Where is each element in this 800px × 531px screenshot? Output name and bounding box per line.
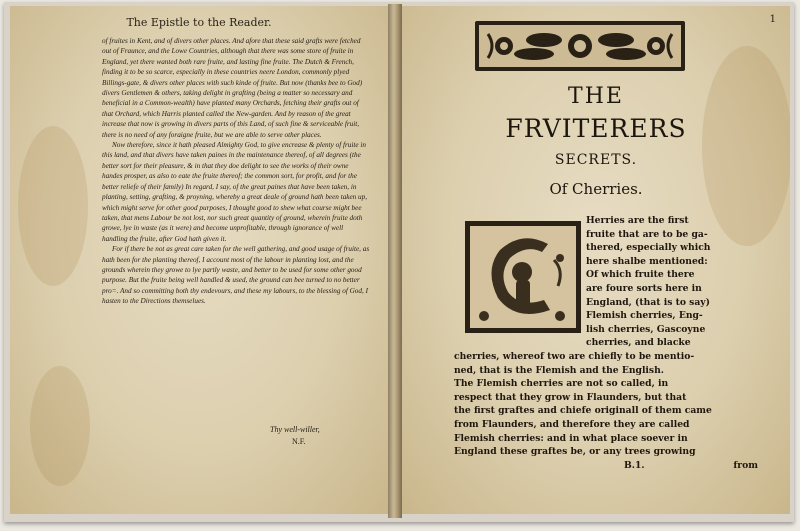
text-line: England, (that is to say)	[586, 296, 710, 308]
text-line: cherries, whereof two are chiefly to be mentio-	[454, 350, 695, 362]
right-page	[402, 6, 790, 514]
title-the: THE	[568, 84, 624, 109]
text-line: fruite that are to be ga-	[586, 228, 708, 240]
text-line: lish cherries, Gascoyne	[586, 323, 706, 335]
text-line: are foure sorts here in	[586, 282, 702, 294]
title-secrets: SECRETS.	[554, 152, 638, 168]
book-gutter	[388, 4, 402, 518]
paper-stain	[18, 126, 88, 286]
text-line: cherries, and blacke	[586, 337, 691, 349]
text-line: The Flemish cherries are not so called, in	[454, 378, 669, 390]
author-initials: N.F.	[292, 437, 306, 446]
page-number: 1	[769, 14, 776, 25]
text-line: respect that they grow in Flaunders, but that	[454, 391, 687, 403]
book-title: FRVITERERS	[505, 114, 687, 143]
text-line: Flemish cherries: and in what place soever in	[454, 432, 688, 444]
catchword: from	[733, 459, 758, 471]
left-page	[10, 6, 388, 514]
signoff-line: Thy well-willer,	[270, 425, 320, 434]
epistle-text	[102, 36, 370, 307]
text-line: from Flaunders, and therefore they are called	[454, 418, 690, 430]
running-head: The Epistle to the Reader.	[126, 16, 272, 29]
signature-mark: B.1.	[624, 459, 645, 471]
epistle-paragraph: For if there be not as great care taken for the well gathering, and good usage of fruite, as hath been for the planting thereof, I account most of the labour in planting lost, and the grounds wherein they growe to lye partly waste, and better to be used for some other good purpose. But the fruite being well handled & used, the ground can bee turned to no better pro=. And so committing both thy endevours, and these my labours, to the blessing of God, I hasten to the Directions themselues.	[102, 245, 370, 306]
text-line: the first graftes and chiefe originall of them came	[454, 405, 712, 417]
text-line: ned, that is the Flemish and the English.	[454, 364, 664, 376]
paper-stain	[30, 366, 90, 486]
text-line: England these graftes be, or any trees growing	[454, 446, 696, 458]
epistle-paragraph: of fruites in Kent, and of divers other places. And afore that these said grafts were fetched out of Fraunce, and the Lowe Countries, although that there was some store of fruite in England, yet there wanted both rare fruite, and lasting fine fruite. The Dutch & French, finding it to be so scarce, especially in these countries neere London, commonly plyed Billings-gate, & divers other places with such kinde of fruite. But now (thanks bee to God) divers Gentlemen & others, taking delight in grafting (being a matter so necessary and beneficial in a Common-wealth) have planted many Orchards, fetching their grafts out of that Orchard, which Harris planted called the New-garden. And by reason of the great increase that now is growing in divers parts of this Land, of such fine & serviceable fruit, there is no need of any foraigne fruite, but we are able to serve other places.	[102, 37, 363, 139]
text-line: Herries are the first	[586, 215, 689, 226]
text-line: Flemish cherries, Eng-	[586, 310, 703, 322]
cherries-text	[454, 214, 758, 472]
signoff	[270, 424, 320, 448]
text-line: Of which fruite there	[586, 269, 695, 281]
text-line: here shalbe mentioned:	[586, 255, 708, 267]
ornament-headpiece-icon	[474, 20, 686, 72]
epistle-paragraph: Now therefore, since it hath pleased Almighty God, to give encrease & plenty of fruite in this land, and that divers have taken paines in the maintenance thereof, of all degrees (the better sort for their pleasure, & in that they doe delight to see the works of their owne handes prosper, as also to eate the fruite thereof; the common sort, for profit, and for the better reliefe of their family) In regard, I say, of the great paines that have been taken, in planting, setting, grafting, & proyning, whereby a great deale of ground hath been taken up, which might serve for other good purposes, I thought good to shew what course might bee taken, that mens Labour be not lost, nor such great quantity of ground, wherein fruite doth growe, lye in waste (as it were) and become unprofitable, through ignorance of well handling the fruite, after God hath given it.	[102, 141, 368, 243]
open-book	[4, 2, 794, 522]
section-heading: Of Cherries.	[549, 180, 643, 198]
footer-line	[454, 459, 758, 473]
text-line: thered, especially which	[586, 242, 711, 254]
